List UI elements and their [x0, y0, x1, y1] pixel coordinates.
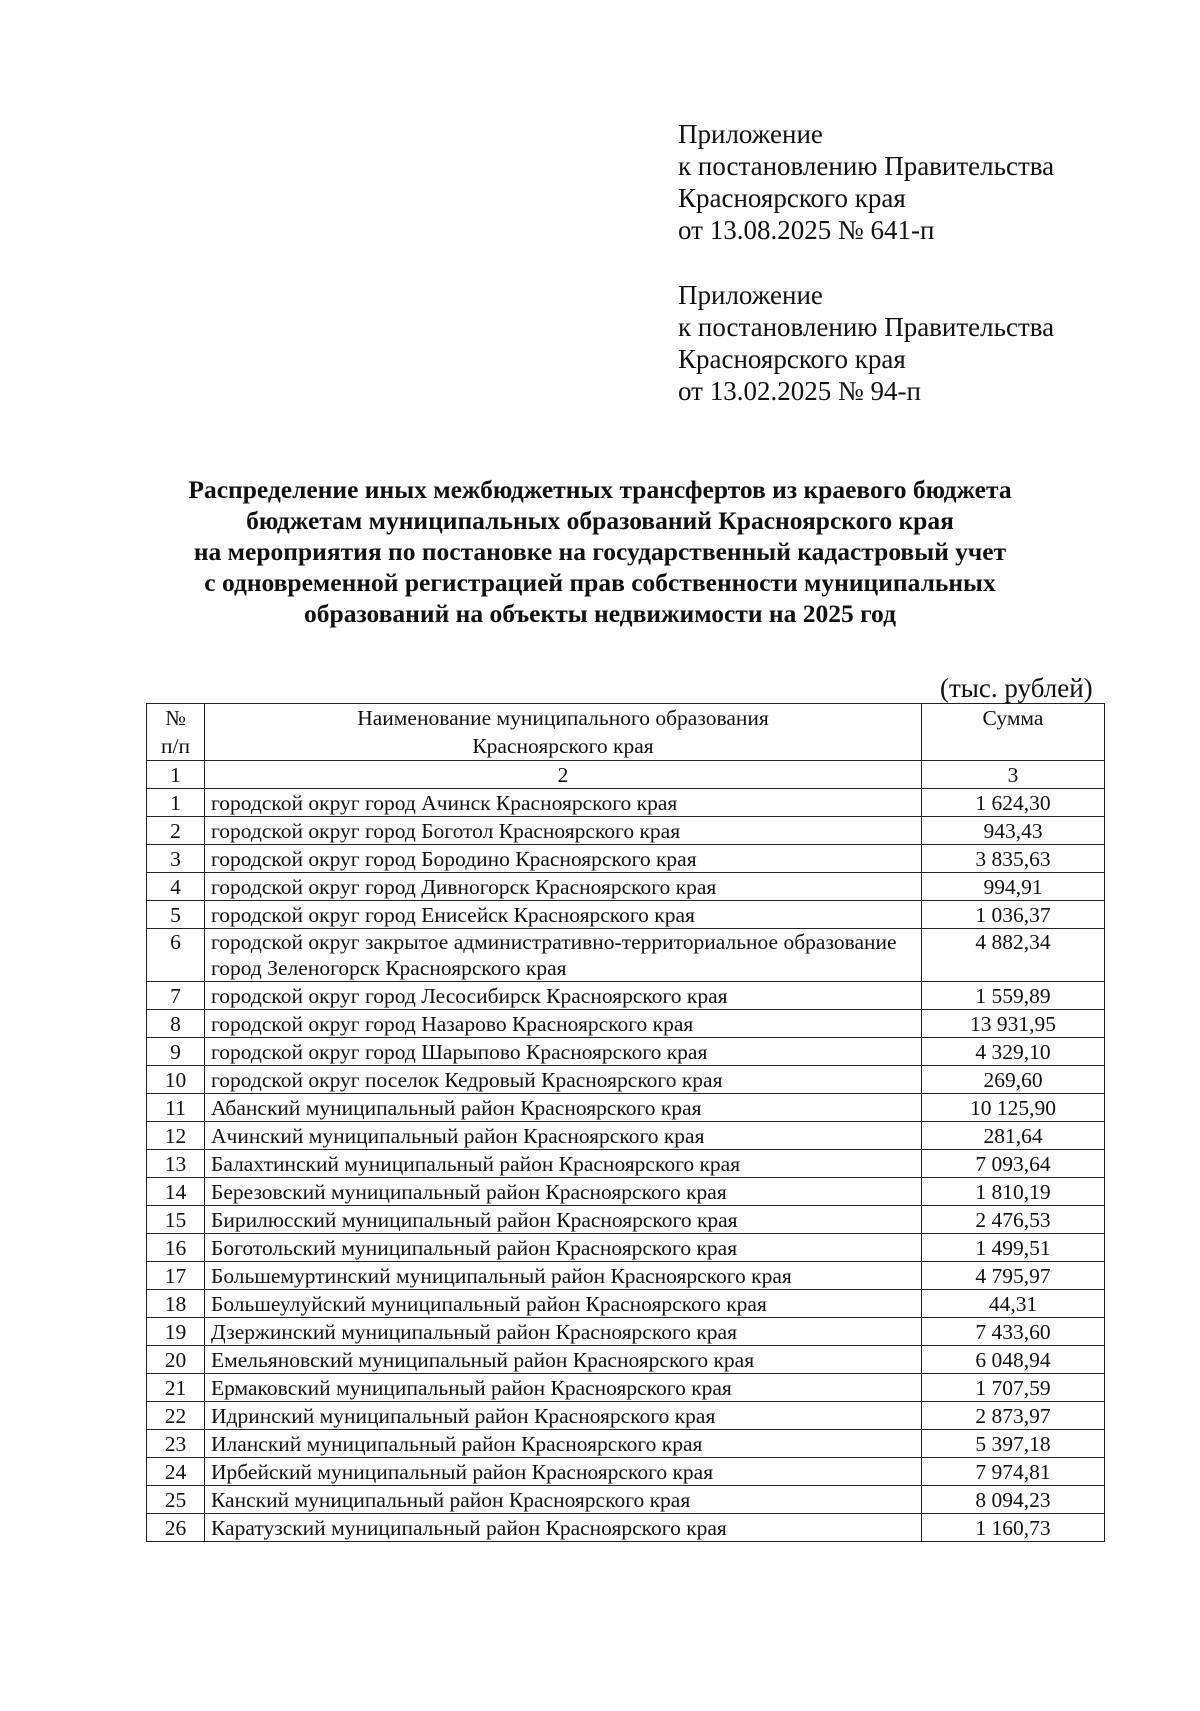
row-municipality: городской округ закрытое административно-территориальное образование город Зеленогорск Красноярского края	[205, 929, 922, 982]
row-municipality: городской округ город Шарыпово Красноярского края	[205, 1038, 922, 1066]
row-municipality: Ирбейский муниципальный район Красноярского края	[205, 1458, 922, 1486]
table-row	[147, 901, 1105, 929]
row-sum: 1 707,59	[922, 1374, 1105, 1402]
header-number	[147, 704, 205, 761]
row-sum: 44,31	[922, 1290, 1105, 1318]
table-row	[147, 1178, 1105, 1206]
row-sum: 3 835,63	[922, 845, 1105, 873]
document-title	[100, 474, 1100, 629]
row-number: 15	[147, 1206, 205, 1234]
row-sum: 1 559,89	[922, 982, 1105, 1010]
title-line: бюджетам муниципальных образований Красноярского края	[246, 506, 954, 535]
table-row	[147, 1514, 1105, 1542]
table-body	[147, 789, 1105, 1542]
row-number: 5	[147, 901, 205, 929]
appendix-line: от 13.08.2025 № 641-п	[678, 215, 935, 245]
row-number: 8	[147, 1010, 205, 1038]
row-sum: 1 810,19	[922, 1178, 1105, 1206]
row-sum: 4 882,34	[922, 929, 1105, 982]
unit-label: (тыс. рублей)	[940, 673, 1093, 703]
header-number-line: п/п	[161, 734, 190, 758]
table-header-row	[147, 704, 1105, 761]
row-municipality: Емельяновский муниципальный район Красноярского края	[205, 1346, 922, 1374]
row-number: 6	[147, 929, 205, 982]
row-municipality: Балахтинский муниципальный район Красноярского края	[205, 1150, 922, 1178]
table-row	[147, 845, 1105, 873]
column-number: 3	[922, 761, 1105, 789]
appendix-line: Красноярского края	[678, 183, 906, 213]
row-number: 2	[147, 817, 205, 845]
row-municipality: городской округ город Енисейск Красноярского края	[205, 901, 922, 929]
row-sum: 4 329,10	[922, 1038, 1105, 1066]
appendix-note-current	[678, 118, 1054, 246]
row-municipality: Дзержинский муниципальный район Красноярского края	[205, 1318, 922, 1346]
row-municipality: Ермаковский муниципальный район Красноярского края	[205, 1374, 922, 1402]
header-sum: Сумма	[922, 704, 1105, 761]
row-number: 25	[147, 1486, 205, 1514]
row-municipality: городской округ город Боготол Красноярского края	[205, 817, 922, 845]
row-municipality: городской округ город Ачинск Красноярского края	[205, 789, 922, 817]
table-row	[147, 1318, 1105, 1346]
title-line: Распределение иных межбюджетных трансфертов из краевого бюджета	[188, 475, 1012, 504]
row-number: 13	[147, 1150, 205, 1178]
row-sum: 994,91	[922, 873, 1105, 901]
row-municipality: городской округ город Дивногорск Красноярского края	[205, 873, 922, 901]
row-number: 19	[147, 1318, 205, 1346]
row-number: 7	[147, 982, 205, 1010]
row-number: 3	[147, 845, 205, 873]
row-number: 24	[147, 1458, 205, 1486]
row-number: 26	[147, 1514, 205, 1542]
row-municipality: городской округ поселок Кедровый Красноярского края	[205, 1066, 922, 1094]
appendix-note-original	[678, 279, 1054, 407]
appendix-line: к постановлению Правительства	[678, 312, 1055, 342]
row-number: 11	[147, 1094, 205, 1122]
table-row	[147, 873, 1105, 901]
table-row	[147, 1150, 1105, 1178]
row-sum: 7 093,64	[922, 1150, 1105, 1178]
transfers-table	[146, 703, 1105, 1542]
row-number: 14	[147, 1178, 205, 1206]
row-sum: 7 974,81	[922, 1458, 1105, 1486]
row-number: 20	[147, 1346, 205, 1374]
table-row	[147, 929, 1105, 982]
appendix-line: Приложение	[678, 119, 823, 149]
row-sum: 1 499,51	[922, 1234, 1105, 1262]
table-row	[147, 1346, 1105, 1374]
row-municipality: городской округ город Лесосибирск Красноярского края	[205, 982, 922, 1010]
row-municipality: Канский муниципальный район Красноярского края	[205, 1486, 922, 1514]
table-row	[147, 789, 1105, 817]
row-sum: 13 931,95	[922, 1010, 1105, 1038]
column-number: 2	[205, 761, 922, 789]
row-number: 23	[147, 1430, 205, 1458]
row-municipality: городской округ город Назарово Красноярского края	[205, 1010, 922, 1038]
table-row	[147, 1430, 1105, 1458]
title-line: образований на объекты недвижимости на 2025 год	[304, 599, 896, 628]
row-number: 4	[147, 873, 205, 901]
row-sum: 281,64	[922, 1122, 1105, 1150]
table-row	[147, 1122, 1105, 1150]
row-municipality: Боготольский муниципальный район Красноярского края	[205, 1234, 922, 1262]
table-row	[147, 1038, 1105, 1066]
appendix-line: от 13.02.2025 № 94-п	[678, 376, 921, 406]
column-number-row	[147, 761, 1105, 789]
row-number: 16	[147, 1234, 205, 1262]
row-sum: 943,43	[922, 817, 1105, 845]
table-row	[147, 982, 1105, 1010]
row-number: 12	[147, 1122, 205, 1150]
table-row	[147, 1066, 1105, 1094]
table-row	[147, 1374, 1105, 1402]
row-municipality: Березовский муниципальный район Красноярского края	[205, 1178, 922, 1206]
table-row	[147, 817, 1105, 845]
table-row	[147, 1458, 1105, 1486]
row-municipality: Каратузский муниципальный район Красноярского края	[205, 1514, 922, 1542]
column-number: 1	[147, 761, 205, 789]
title-line: с одновременной регистрацией прав собственности муниципальных	[204, 568, 996, 597]
table-row	[147, 1486, 1105, 1514]
row-sum: 6 048,94	[922, 1346, 1105, 1374]
row-municipality: Большемуртинский муниципальный район Красноярского края	[205, 1262, 922, 1290]
row-municipality: Бирилюсский муниципальный район Красноярского края	[205, 1206, 922, 1234]
appendix-line: Красноярского края	[678, 344, 906, 374]
header-name-line: Наименование муниципального образования	[357, 706, 769, 730]
row-sum: 1 160,73	[922, 1514, 1105, 1542]
row-number: 17	[147, 1262, 205, 1290]
row-sum: 8 094,23	[922, 1486, 1105, 1514]
table-row	[147, 1094, 1105, 1122]
row-sum: 7 433,60	[922, 1318, 1105, 1346]
appendix-line: Приложение	[678, 280, 823, 310]
row-number: 10	[147, 1066, 205, 1094]
row-number: 1	[147, 789, 205, 817]
row-sum: 10 125,90	[922, 1094, 1105, 1122]
table-row	[147, 1206, 1105, 1234]
row-number: 21	[147, 1374, 205, 1402]
row-sum: 1 036,37	[922, 901, 1105, 929]
row-sum: 2 873,97	[922, 1402, 1105, 1430]
table-row	[147, 1010, 1105, 1038]
row-number: 22	[147, 1402, 205, 1430]
row-municipality: Иланский муниципальный район Красноярского края	[205, 1430, 922, 1458]
header-name-line: Красноярского края	[472, 734, 654, 758]
title-line: на мероприятия по постановке на государственный кадастровый учет	[193, 537, 1007, 566]
table-row	[147, 1234, 1105, 1262]
table-row	[147, 1290, 1105, 1318]
header-number-line: №	[165, 706, 186, 730]
row-municipality: городской округ город Бородино Красноярского края	[205, 845, 922, 873]
appendix-line: к постановлению Правительства	[678, 151, 1055, 181]
row-sum: 269,60	[922, 1066, 1105, 1094]
row-municipality: Абанский муниципальный район Красноярского края	[205, 1094, 922, 1122]
table-row	[147, 1402, 1105, 1430]
row-sum: 4 795,97	[922, 1262, 1105, 1290]
row-sum: 5 397,18	[922, 1430, 1105, 1458]
table-row	[147, 1262, 1105, 1290]
row-number: 9	[147, 1038, 205, 1066]
row-number: 18	[147, 1290, 205, 1318]
header-name	[205, 704, 922, 761]
row-municipality: Ачинский муниципальный район Красноярского края	[205, 1122, 922, 1150]
row-municipality: Идринский муниципальный район Красноярского края	[205, 1402, 922, 1430]
row-sum: 2 476,53	[922, 1206, 1105, 1234]
row-sum: 1 624,30	[922, 789, 1105, 817]
row-municipality: Большеулуйский муниципальный район Красноярского края	[205, 1290, 922, 1318]
